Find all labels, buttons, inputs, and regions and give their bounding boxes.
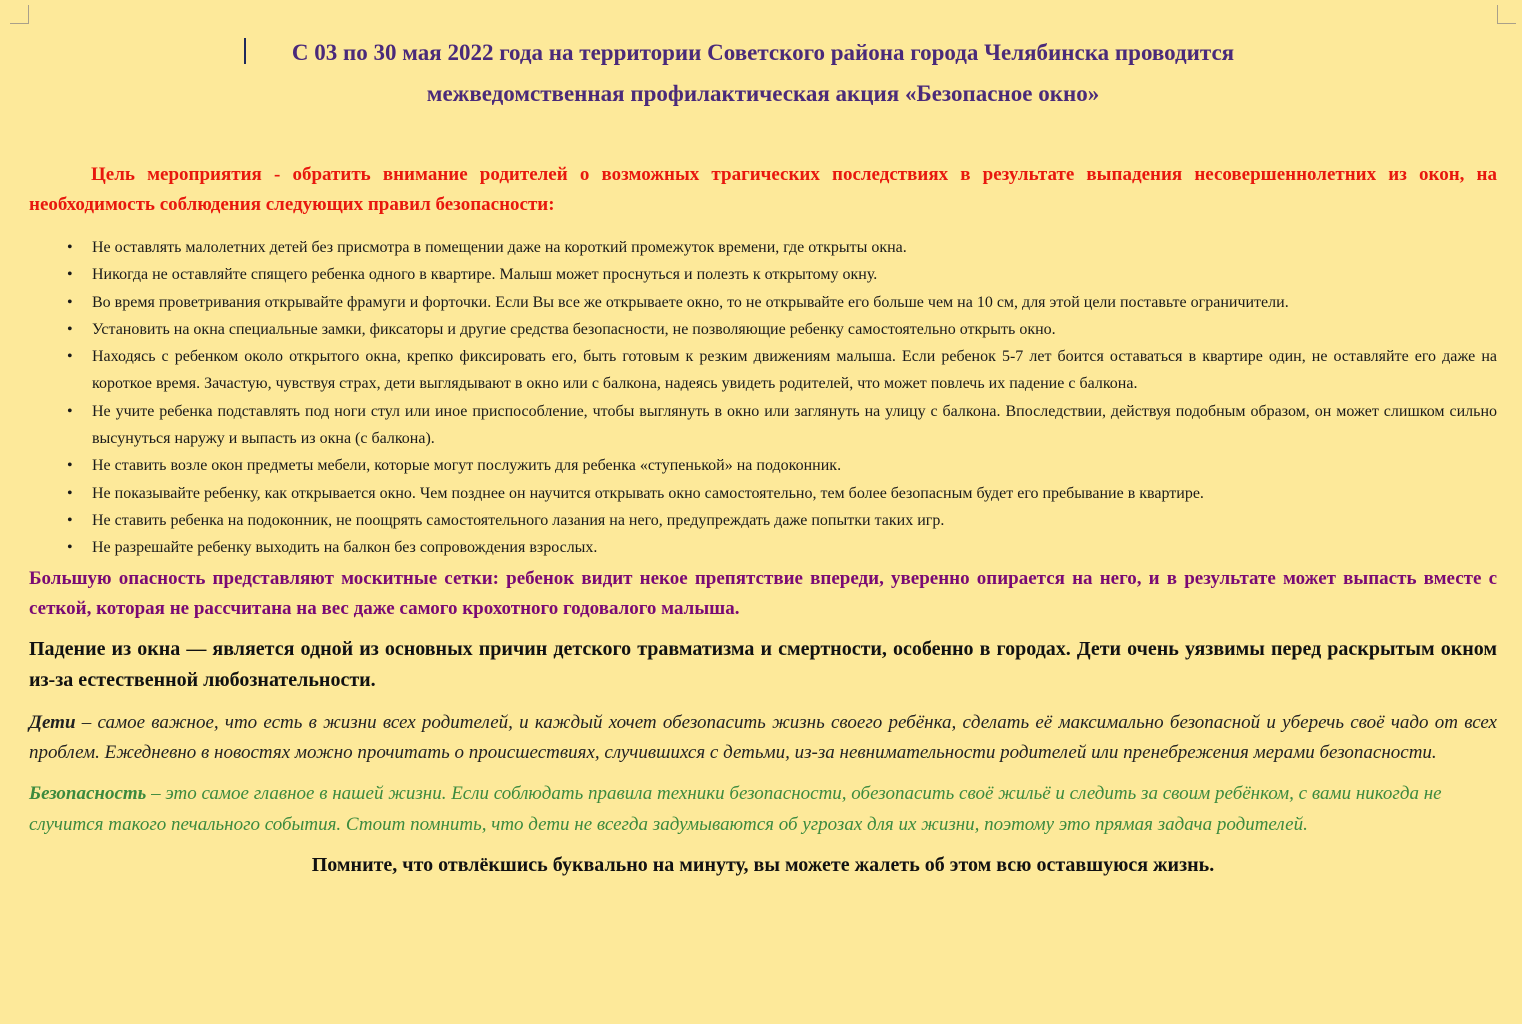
rule-text: Не учите ребенка подставлять под ноги стул или иное приспособление, чтобы выглянуть в окно или заглянуть на улицу с балкона. Впоследствии, действуя подобным образом, он может слишком сильно высунуться наружу и выпасть из окна (с балкона).: [92, 402, 1497, 448]
rule-text: Не показывайте ребенку, как открывается окно. Чем позднее он научится открывать окно самостоятельно, тем более безопасным будет его пребывание в квартире.: [92, 484, 1204, 502]
bullet-icon: •: [67, 320, 73, 338]
safety-paragraph: [29, 778, 1497, 840]
heading-line-2: межведомственная профилактическая акция «Безопасное окно»: [426, 81, 1100, 106]
rule-text: Установить на окна специальные замки, фиксаторы и другие средства безопасности, не позволяющие ребенку самостоятельно открыть окно.: [92, 320, 1056, 338]
list-item: [67, 507, 1497, 534]
bullet-icon: •: [67, 484, 73, 502]
rule-text: Не ставить ребенка на подоконник, не поощрять самостоятельного лазания на него, предупреждать даже попытки таких игр.: [92, 511, 945, 529]
list-item: [67, 261, 1497, 288]
rule-text: Никогда не оставляйте спящего ребенка одного в квартире. Малыш может проснуться и полезть к открытому окну.: [92, 266, 878, 284]
list-item: [67, 480, 1497, 507]
fall-statement: Падение из окна — является одной из основных причин детского травматизма и смертности, особенно в городах. Дети очень уязвимы перед раскрытым окном из-за естественной любознательности.: [29, 637, 1497, 691]
list-item: [67, 343, 1497, 398]
list-item: [67, 534, 1497, 561]
list-item: [67, 452, 1497, 479]
children-paragraph: [29, 708, 1497, 768]
heading-line-1: С 03 по 30 мая 2022 года на территории Советского района города Челябинска проводится: [291, 40, 1235, 65]
final-note: Помните, что отвлёкшись буквально на минуту, вы можете жалеть об этом всю оставшуюся жизнь.: [311, 853, 1215, 876]
rule-text: Находясь с ребенком около открытого окна, крепко фиксировать его, быть готовым к резким движениям малыша. Если ребенок 5-7 лет боится оставаться в квартире один, не оставляйте его даже на короткое время. Зачастую, чувствуя страх, дети выглядывают в окно или с балкона, надеясь увидеть родителей, что может повлечь их падение с балкона.: [92, 348, 1497, 393]
list-item: [67, 398, 1497, 453]
children-paragraph-text: – самое важное, что есть в жизни всех родителей, и каждый хочет обезопасить жизнь своего ребёнка, сделать её максимально безопасной и уберечь своё чадо от всех проблем. Ежедневно в новостях можно прочитать о происшествиях, случившихся с детьми, из-за невнимательности родителей или пренебрежения мерами безопасности.: [29, 711, 1497, 763]
bullet-icon: •: [67, 457, 73, 475]
children-lead-word: Дети: [29, 711, 76, 733]
safety-rules-list: [29, 234, 1497, 562]
bullet-icon: •: [67, 293, 73, 311]
mosquito-net-warning: Большую опасность представляют москитные сетки: ребенок видит некое препятствие впереди, уверенно опирается на него, и в результате может выпасть вместе с сеткой, которая не рассчитана на вес даже самого крохотного годовалого малыша.: [29, 567, 1497, 619]
page-corner-marker-top-left: [10, 5, 29, 24]
safety-lead-word: Безопасность: [29, 782, 147, 804]
document-body[interactable]: [29, 32, 1497, 880]
rule-text: Во время проветривания открывайте фрамуги и форточки. Если Вы все же открываете окно, то не открывайте его больше чем на 10 см, для этой цели поставьте ограничители.: [92, 293, 1289, 311]
list-item: [67, 316, 1497, 343]
page-corner-marker-top-right: [1497, 5, 1516, 24]
goal-paragraph: Цель мероприятия - обратить внимание родителей о возможных трагических последствиях в результате выпадения несовершеннолетних из окон, на необходимость соблюдения следующих правил безопасности:: [29, 164, 1497, 215]
rule-text: Не оставлять малолетних детей без присмотра в помещении даже на короткий промежуток времени, где открыты окна.: [92, 239, 907, 256]
bullet-icon: •: [67, 402, 73, 420]
rule-text: Не разрешайте ребенку выходить на балкон без сопровождения взрослых.: [92, 539, 598, 557]
bullet-icon: •: [67, 539, 73, 557]
list-item: [67, 234, 1497, 261]
bullet-icon: •: [67, 511, 73, 529]
bullet-icon: •: [67, 266, 73, 284]
rule-text: Не ставить возле окон предметы мебели, которые могут послужить для ребенка «ступенькой» на подоконник.: [92, 457, 842, 475]
safety-paragraph-text: – это самое главное в нашей жизни. Если соблюдать правила техники безопасности, обезопасить своё жильё и следить за своим ребёнком, с вами никогда не случится такого печального события. Стоит помнить, что дети не всегда задумываются об угрозах для их жизни, поэтому это прямая задача родителей.: [29, 782, 1442, 835]
bullet-icon: •: [67, 348, 73, 366]
document-heading: [29, 32, 1497, 114]
list-item: [67, 289, 1497, 316]
bullet-icon: •: [67, 239, 73, 256]
